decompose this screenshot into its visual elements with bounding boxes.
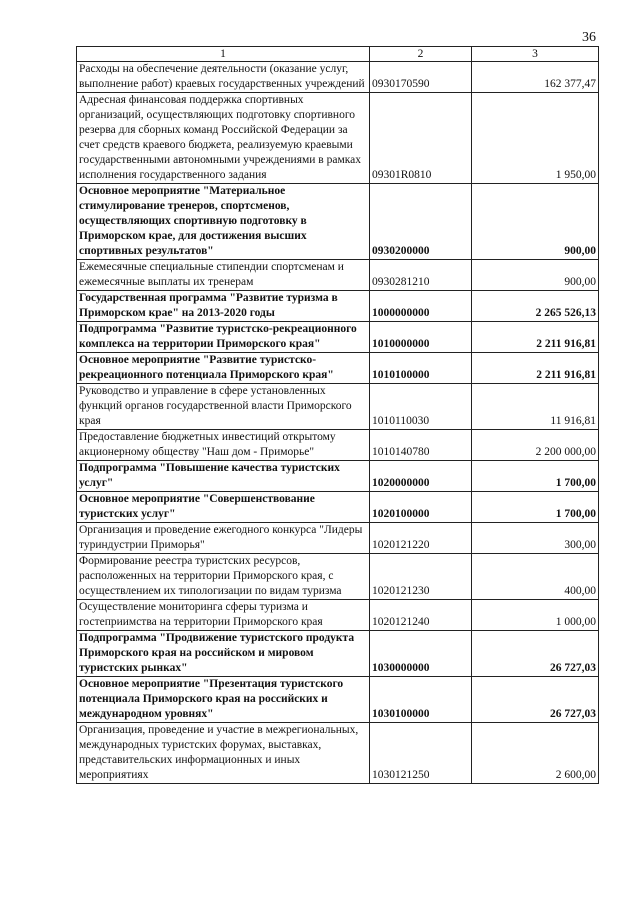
row-amount-cell: 2 211 916,81 (472, 353, 599, 384)
column-header-code: 2 (370, 47, 472, 62)
row-code-cell: 1030100000 (370, 677, 472, 723)
row-amount-cell: 2 265 526,13 (472, 291, 599, 322)
row-amount-cell: 2 200 000,00 (472, 430, 599, 461)
row-name-cell: Организация, проведение и участие в межрегиональных, международных туристских форумах, выставках, представительских информационных и иных мероприятиях (77, 723, 370, 784)
row-name-cell: Формирование реестра туристских ресурсов, расположенных на территории Приморского края, с осуществлением их типологизации по видам туризма (77, 554, 370, 600)
row-amount-cell: 1 700,00 (472, 461, 599, 492)
table-row (77, 554, 599, 600)
table-row (77, 353, 599, 384)
row-name-cell: Организация и проведение ежегодного конкурса "Лидеры туриндустрии Приморья" (77, 523, 370, 554)
row-name-cell: Основное мероприятие "Материальное стимулирование тренеров, спортсменов, осуществляющих спортивную подготовку в Приморском крае, для достижения высших спортивных результатов" (77, 184, 370, 260)
row-amount-cell: 11 916,81 (472, 384, 599, 430)
table-row (77, 260, 599, 291)
row-code-cell: 0930281210 (370, 260, 472, 291)
row-code-cell: 09301R0810 (370, 93, 472, 184)
row-amount-cell: 400,00 (472, 554, 599, 600)
page-number: 36 (582, 30, 596, 45)
table-row (77, 430, 599, 461)
table-row (77, 461, 599, 492)
row-code-cell: 1020121220 (370, 523, 472, 554)
table-row (77, 600, 599, 631)
table-row (77, 184, 599, 260)
row-amount-cell: 162 377,47 (472, 62, 599, 93)
row-name-cell: Расходы на обеспечение деятельности (оказание услуг, выполнение работ) краевых государственных учреждений (77, 62, 370, 93)
row-amount-cell: 900,00 (472, 260, 599, 291)
row-name-cell: Основное мероприятие "Презентация туристского потенциала Приморского края на российских и международном уровнях" (77, 677, 370, 723)
table-row (77, 677, 599, 723)
row-code-cell: 1020121240 (370, 600, 472, 631)
row-code-cell: 0930200000 (370, 184, 472, 260)
row-name-cell: Основное мероприятие "Совершенствование туристских услуг" (77, 492, 370, 523)
row-amount-cell: 2 211 916,81 (472, 322, 599, 353)
row-code-cell: 1030121250 (370, 723, 472, 784)
row-code-cell: 1010140780 (370, 430, 472, 461)
row-amount-cell: 1 950,00 (472, 93, 599, 184)
row-code-cell: 1010100000 (370, 353, 472, 384)
row-amount-cell: 1 000,00 (472, 600, 599, 631)
row-amount-cell: 26 727,03 (472, 677, 599, 723)
row-name-cell: Подпрограмма "Повышение качества туристских услуг" (77, 461, 370, 492)
row-amount-cell: 1 700,00 (472, 492, 599, 523)
table-row (77, 631, 599, 677)
row-code-cell: 1010000000 (370, 322, 472, 353)
row-name-cell: Руководство и управление в сфере установленных функций органов государственной власти Приморского края (77, 384, 370, 430)
row-amount-cell: 300,00 (472, 523, 599, 554)
table-row (77, 93, 599, 184)
row-code-cell: 1030000000 (370, 631, 472, 677)
row-code-cell: 1010110030 (370, 384, 472, 430)
row-amount-cell: 2 600,00 (472, 723, 599, 784)
row-name-cell: Государственная программа "Развитие туризма в Приморском крае" на 2013-2020 годы (77, 291, 370, 322)
column-header-amount: 3 (472, 47, 599, 62)
table-row (77, 492, 599, 523)
column-header-name: 1 (77, 47, 370, 62)
row-amount-cell: 900,00 (472, 184, 599, 260)
table-row (77, 523, 599, 554)
row-name-cell: Основное мероприятие "Развитие туристско-рекреационного потенциала Приморского края" (77, 353, 370, 384)
row-name-cell: Ежемесячные специальные стипендии спортсменам и ежемесячные выплаты их тренерам (77, 260, 370, 291)
row-code-cell: 1000000000 (370, 291, 472, 322)
row-code-cell: 0930170590 (370, 62, 472, 93)
table-row (77, 723, 599, 784)
row-name-cell: Подпрограмма "Продвижение туристского продукта Приморского края на российском и мировом туристских рынках" (77, 631, 370, 677)
table-row (77, 291, 599, 322)
table-row (77, 62, 599, 93)
table-row (77, 384, 599, 430)
row-amount-cell: 26 727,03 (472, 631, 599, 677)
row-code-cell: 1020121230 (370, 554, 472, 600)
row-code-cell: 1020100000 (370, 492, 472, 523)
row-name-cell: Подпрограмма "Развитие туристско-рекреационного комплекса на территории Приморского края" (77, 322, 370, 353)
table-header-row (77, 47, 599, 62)
row-name-cell: Предоставление бюджетных инвестиций открытому акционерному обществу "Наш дом - Приморье" (77, 430, 370, 461)
budget-table (76, 46, 599, 784)
table-row (77, 322, 599, 353)
row-name-cell: Адресная финансовая поддержка спортивных организаций, осуществляющих подготовку спортивного резерва для сборных команд Российской Федерации за счет средств краевого бюджета, реализуемую краевыми государственными автономными учреждениями в рамках исполнения государственного задания (77, 93, 370, 184)
row-code-cell: 1020000000 (370, 461, 472, 492)
row-name-cell: Осуществление мониторинга сферы туризма и гостеприимства на территории Приморского края (77, 600, 370, 631)
